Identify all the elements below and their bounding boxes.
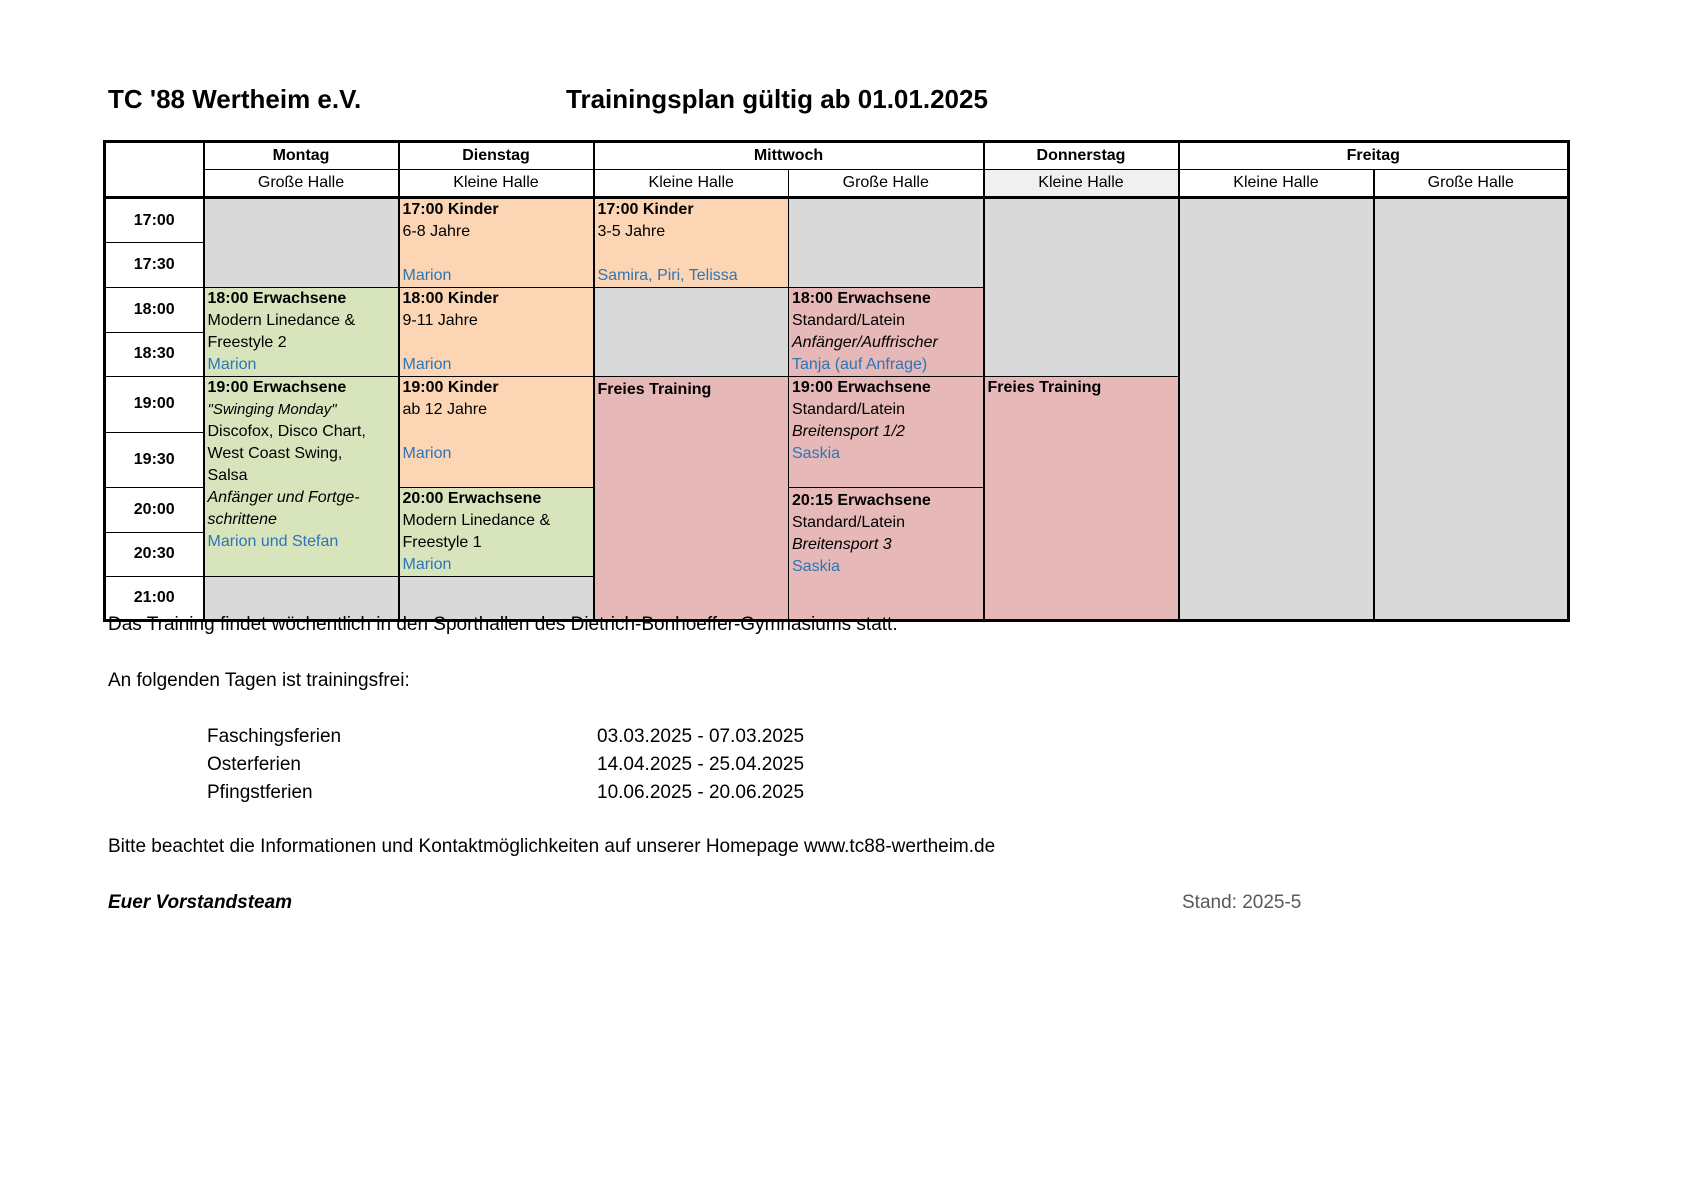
time-row bbox=[105, 198, 1569, 243]
event-detail: Salsa bbox=[207, 467, 248, 484]
club-name: TC '88 Wertheim e.V. bbox=[108, 84, 362, 114]
event-thu-free bbox=[984, 377, 1179, 621]
event-mon-1800 bbox=[204, 288, 399, 377]
event-detail: Standard/Latein bbox=[792, 514, 905, 531]
event-title: 18:00 Erwachsene bbox=[792, 290, 931, 307]
event-level: Breitensport 1/2 bbox=[792, 423, 905, 440]
time-label: 17:00 bbox=[105, 198, 204, 243]
empty-slot bbox=[789, 198, 984, 288]
event-trainer: Marion bbox=[402, 556, 452, 573]
event-level: Anfänger und Fortge- bbox=[207, 489, 360, 506]
event-trainer: Marion bbox=[402, 445, 452, 462]
empty-slot bbox=[984, 198, 1179, 377]
hall-wednesday-small: Kleine Halle bbox=[594, 170, 789, 198]
event-wed-small-free bbox=[594, 377, 789, 621]
event-wed-large-1800 bbox=[789, 288, 984, 377]
hall-thursday: Kleine Halle bbox=[984, 170, 1179, 198]
holiday-dates: 03.03.2025 - 07.03.2025 bbox=[597, 726, 805, 747]
event-detail: Modern Linedance & bbox=[402, 512, 551, 529]
event-title: 18:00 Kinder bbox=[402, 290, 499, 307]
event-mon-1900 bbox=[204, 377, 399, 577]
event-title: 19:00 Kinder bbox=[402, 379, 499, 396]
event-trainer: Marion bbox=[207, 356, 257, 373]
hall-header-row bbox=[105, 170, 1569, 198]
time-label: 18:00 bbox=[105, 288, 204, 333]
event-detail: Standard/Latein bbox=[792, 401, 905, 418]
holiday-name: Faschingsferien bbox=[207, 726, 342, 747]
time-label: 20:30 bbox=[105, 532, 204, 577]
time-label: 18:30 bbox=[105, 332, 204, 377]
hall-tuesday: Kleine Halle bbox=[399, 170, 594, 198]
event-title: 19:00 Erwachsene bbox=[792, 379, 931, 396]
signature: Euer Vorstandsteam bbox=[108, 892, 293, 913]
time-label: 21:00 bbox=[105, 577, 204, 621]
day-thursday: Donnerstag bbox=[984, 142, 1179, 170]
hall-friday-small: Kleine Halle bbox=[1179, 170, 1374, 198]
event-trainer: Saskia bbox=[792, 558, 841, 575]
event-detail: Freestyle 2 bbox=[207, 334, 287, 351]
version-stand: Stand: 2025-5 bbox=[1182, 892, 1302, 913]
event-title: Freies Training bbox=[597, 381, 712, 398]
empty-slot bbox=[204, 198, 399, 288]
event-trainer: Marion bbox=[402, 267, 452, 284]
event-tue-1900 bbox=[399, 377, 594, 488]
event-tue-1700 bbox=[399, 198, 594, 288]
hall-monday: Große Halle bbox=[204, 170, 399, 198]
event-level: Anfänger/Auffrischer bbox=[792, 334, 938, 351]
homepage-note: Bitte beachtet die Informationen und Kontaktmöglichkeiten auf unserer Homepage www.tc88-wertheim.de bbox=[108, 836, 996, 857]
event-detail: Freestyle 1 bbox=[402, 534, 482, 551]
day-wednesday: Mittwoch bbox=[594, 142, 984, 170]
event-trainer: Marion bbox=[402, 356, 452, 373]
event-wed-large-1900 bbox=[789, 377, 984, 488]
event-title: 17:00 Kinder bbox=[597, 201, 694, 218]
corner-cell bbox=[105, 142, 204, 198]
event-detail: 9-11 Jahre bbox=[402, 312, 478, 329]
empty-slot bbox=[594, 288, 789, 377]
hall-friday-large: Große Halle bbox=[1374, 170, 1569, 198]
event-tue-2000 bbox=[399, 488, 594, 577]
event-level: Breitensport 3 bbox=[792, 536, 892, 553]
event-trainer: Saskia bbox=[792, 445, 841, 462]
event-trainer: Marion und Stefan bbox=[207, 533, 339, 550]
day-header-row bbox=[105, 142, 1569, 170]
event-title: 18:00 Erwachsene bbox=[207, 290, 347, 307]
holiday-dates: 14.04.2025 - 25.04.2025 bbox=[597, 754, 805, 775]
time-label: 19:00 bbox=[105, 377, 204, 433]
day-monday: Montag bbox=[204, 142, 399, 170]
event-trainer: Samira, Piri, Telissa bbox=[597, 267, 738, 284]
event-wed-1700 bbox=[594, 198, 789, 288]
time-label: 19:30 bbox=[105, 432, 204, 488]
empty-slot-friday-large bbox=[1374, 198, 1569, 621]
event-subtitle: "Swinging Monday" bbox=[207, 401, 337, 418]
time-label: 17:30 bbox=[105, 243, 204, 288]
day-friday: Freitag bbox=[1179, 142, 1569, 170]
schedule-table bbox=[103, 140, 1570, 622]
plan-title: Trainingsplan gültig ab 01.01.2025 bbox=[566, 84, 988, 114]
event-level: schrittene bbox=[207, 511, 277, 528]
hall-wednesday-large: Große Halle bbox=[789, 170, 984, 198]
location-note: Das Training findet wöchentlich in den Sporthallen des Dietrich-Bonhoeffer-Gymnasiums statt. bbox=[108, 614, 898, 635]
event-detail: Standard/Latein bbox=[792, 312, 905, 329]
holiday-name: Pfingstferien bbox=[207, 782, 313, 803]
holiday-name: Osterferien bbox=[207, 754, 301, 775]
event-detail: 6-8 Jahre bbox=[402, 223, 471, 240]
event-title: 20:00 Erwachsene bbox=[402, 490, 542, 507]
event-title: 19:00 Erwachsene bbox=[207, 379, 347, 396]
event-detail: West Coast Swing, bbox=[207, 445, 343, 462]
event-detail: Discofox, Disco Chart, bbox=[207, 423, 366, 440]
holiday-dates: 10.06.2025 - 20.06.2025 bbox=[597, 782, 805, 803]
event-title: Freies Training bbox=[987, 379, 1102, 396]
event-title: 17:00 Kinder bbox=[402, 201, 499, 218]
event-trainer: Tanja (auf Anfrage) bbox=[792, 356, 928, 373]
free-days-intro: An folgenden Tagen ist trainingsfrei: bbox=[108, 670, 410, 691]
time-label: 20:00 bbox=[105, 488, 204, 533]
event-title: 20:15 Erwachsene bbox=[792, 492, 931, 509]
event-tue-1800 bbox=[399, 288, 594, 377]
day-tuesday: Dienstag bbox=[399, 142, 594, 170]
empty-slot-friday-small bbox=[1179, 198, 1374, 621]
event-detail: 3-5 Jahre bbox=[597, 223, 666, 240]
event-detail: ab 12 Jahre bbox=[402, 401, 488, 418]
event-wed-large-2015 bbox=[789, 488, 984, 621]
event-detail: Modern Linedance & bbox=[207, 312, 356, 329]
